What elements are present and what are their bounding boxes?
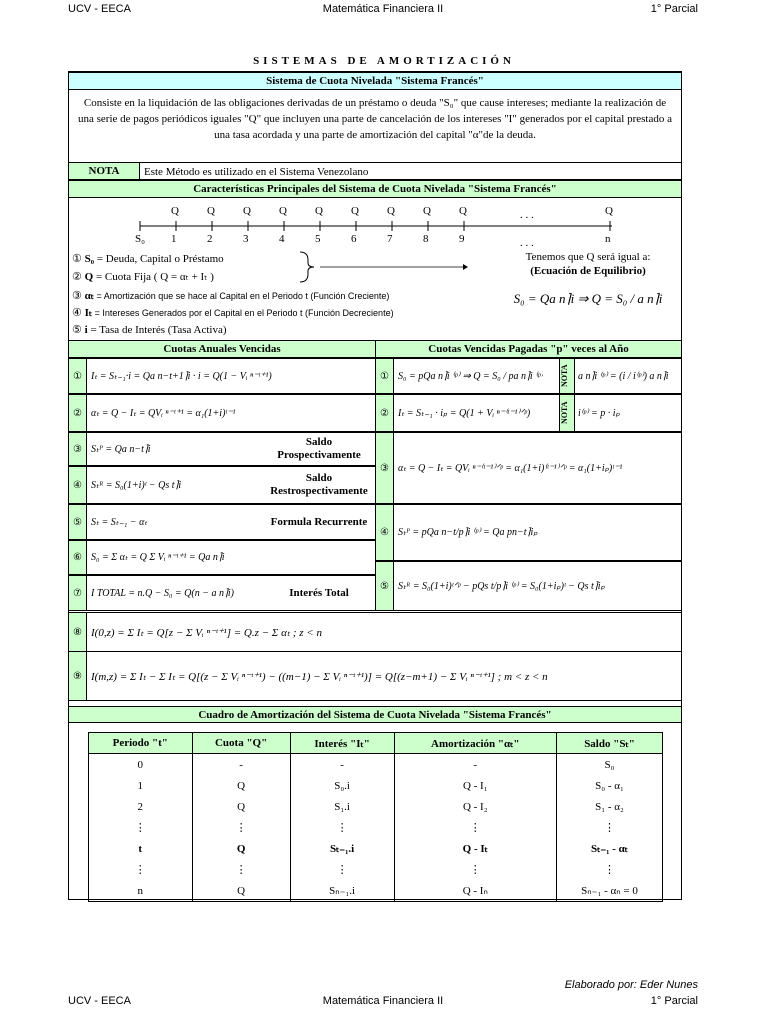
table-header-cell: Periodo "t"	[89, 733, 193, 754]
table-cell: Sₙ₋₁.i	[290, 880, 394, 902]
nota-formula: a n⌉i ⁽ᵖ⁾ = (i / i⁽ᵖ⁾) a n⌉i	[578, 370, 669, 382]
formula: αₜ = Q − Iₜ = QVᵢ ⁿ⁻⁽ᵗ⁻¹⁾ᐟᵖ = α₁(1+i)⁽ᵗ⁻¹⁾ᐟᵖ = α₁(1+iₚ)ᵗ⁻¹	[398, 462, 623, 474]
timeline-ellipsis: . . .	[520, 209, 534, 221]
table-row	[89, 880, 663, 902]
table-cell: S₁ - α₂	[557, 796, 663, 817]
table-cell: S₀ - α₁	[557, 775, 663, 796]
legend-item-alpha: ③ αₜ = Amortización que se hace al Capital en el Periodo t (Función Creciente)	[72, 290, 390, 302]
row-number: ⑤	[69, 505, 87, 539]
nota-vertical-label: NOTA	[559, 359, 575, 393]
timeline-tick-label: 9	[459, 233, 465, 245]
footer-left: UCV - EECA	[68, 995, 131, 1007]
table-body	[89, 754, 663, 902]
timeline-tick-label: 2	[207, 233, 213, 245]
table-cell: Q	[192, 880, 290, 902]
formula: αₜ = Q − Iₜ = QVᵢ ⁿ⁻ᵗ⁺¹ = α₁(1+i)ᵗ⁻¹	[91, 407, 236, 419]
table-cell: n	[89, 880, 193, 902]
timeline-q-label: Q	[315, 205, 323, 217]
table-cell: ⋮	[557, 817, 663, 838]
row-number: ⑦	[69, 576, 87, 610]
table-cell: Q - I₂	[394, 796, 557, 817]
row-number: ⑤	[376, 562, 394, 610]
table-cell: -	[290, 754, 394, 776]
left-formula-row	[68, 466, 376, 504]
formula: Sₜᴿ = S₀(1+i)ᵗ − Qs t⌉i	[91, 479, 182, 491]
table-cell: ⋮	[192, 859, 290, 880]
table-row	[89, 796, 663, 817]
table-cell: 1	[89, 775, 193, 796]
equilibrium-line2: (Ecuación de Equilibrio)	[530, 265, 646, 277]
nota-row	[68, 162, 682, 180]
formula: I TOTAL = n.Q − S₀ = Q(n − a n⌉i)	[91, 587, 234, 599]
table-header-cell: Interés "Iₜ"	[290, 733, 394, 754]
table-cell: ⋮	[89, 859, 193, 880]
footer-right: 1° Parcial	[650, 995, 698, 1007]
table-cell: ⋮	[192, 817, 290, 838]
formula: Sₜᴿ = S₀(1+i)ᵗᐟᵖ − pQs t/p⌉i ⁽ᵖ⁾ = S₀(1+iₚ)ᵗ − Qs t⌉iₚ	[398, 580, 605, 592]
legend-item-rate: ⑤ i = Tasa de Interés (Tasa Activa)	[72, 324, 227, 336]
right-formula-row	[375, 504, 682, 561]
table-row	[89, 754, 663, 776]
row-number: ⑧	[69, 613, 87, 651]
footer-center: Matemática Financiera II	[322, 995, 444, 1007]
table-cell: Sₜ₋₁.i	[290, 838, 394, 859]
header-center: Matemática Financiera II	[322, 3, 444, 15]
timeline-tick-label: 7	[387, 233, 393, 245]
author-credit: Elaborado por: Eder Nunes	[564, 979, 698, 991]
timeline-q-label: Q	[243, 205, 251, 217]
timeline-q-label: Q	[459, 205, 467, 217]
timeline-q-label: Q	[207, 205, 215, 217]
formula: Sₜ = Sₜ₋₁ − αₜ	[91, 516, 148, 528]
equilibrium-formula: S₀ = Qa n⌉i ⇒ Q = S₀ / a n⌉i	[513, 291, 663, 306]
timeline-q-label: Q	[605, 205, 613, 217]
formula: Iₜ = Sₜ₋₁·i = Qa n−t+1⌉i · i = Q(1 − Vᵢ ⁿ⁻ᵗ⁺¹)	[91, 370, 272, 382]
table-cell: ⋮	[290, 859, 394, 880]
table-cell: Q - Iₙ	[394, 880, 557, 902]
wide-formula-row	[68, 651, 682, 701]
header-left: UCV - EECA	[68, 3, 131, 15]
nota-formula: i⁽ᵖ⁾ = p · iₚ	[578, 407, 620, 419]
table-header-cell: Amortización "αₜ"	[394, 733, 557, 754]
left-formula-row	[68, 394, 376, 432]
timeline-ellipsis: . . .	[520, 237, 534, 249]
equilibrium-line1: Tenemos que Q será igual a:	[525, 251, 651, 263]
table-cell: -	[394, 754, 557, 776]
formula: S₀ = Σ αₜ = Q Σ Vᵢ ⁿ⁻ᵗ⁺¹ = Qa n⌉i	[91, 552, 225, 563]
formula: Sₜᴾ = Qa n−t⌉i	[91, 443, 151, 455]
timeline-q-label: Q	[279, 205, 287, 217]
brace-arrow	[298, 250, 468, 284]
table-header-cell: Cuota "Q"	[192, 733, 290, 754]
legend-item-q: ② Q = Cuota Fija ( Q = αₜ + Iₜ )	[72, 271, 214, 283]
timeline-tick-label: 8	[423, 233, 429, 245]
left-formula-row	[68, 432, 376, 466]
table-cell: S₀	[557, 754, 663, 776]
table-row	[89, 775, 663, 796]
features-title: Características Principales del Sistema de Cuota Nivelada "Sistema Francés"	[68, 180, 682, 198]
formula: Sₜᴾ = pQa n−t/p⌉i ⁽ᵖ⁾ = Qa pn−t⌉iₚ	[398, 527, 538, 538]
table-cell: 0	[89, 754, 193, 776]
table-cell: S₀.i	[290, 775, 394, 796]
timeline-q-label: Q	[387, 205, 395, 217]
timeline-tick-label: 3	[243, 233, 249, 245]
timeline-tick-label: 4	[279, 233, 285, 245]
row-number: ④	[376, 505, 394, 560]
section-title: Sistema de Cuota Nivelada "Sistema Francés"	[68, 72, 682, 90]
legend-item-interest: ④ Iₜ = Intereses Generados por el Capital en el Periodo t (Función Decreciente)	[72, 307, 394, 319]
table-cell: ⋮	[394, 817, 557, 838]
left-formula-row	[68, 358, 376, 394]
table-cell: Q - Iₜ	[394, 838, 557, 859]
table-cell: Q	[192, 775, 290, 796]
table-cell: Q - I₁	[394, 775, 557, 796]
row-number: ③	[69, 433, 87, 465]
nota-vertical-label: NOTA	[559, 395, 575, 431]
intro-paragraph: Consiste en la liquidación de las obligaciones derivadas de un préstamo o deuda "S₀" que cause intereses; mediante la realización de una serie de pagos periódicos iguales "Q" que incluyen una parte de cancelación de los intereses "I" generados por el capital prestado a una tasa acordada y una parte de amortización del capital "α"de la deuda.	[77, 97, 672, 141]
table-cell: -	[192, 754, 290, 776]
row-number: ②	[69, 395, 87, 431]
formula-tag: Saldo Restrospectivamente	[270, 472, 368, 497]
amortization-table	[88, 732, 663, 902]
formula: Iₜ = Sₜ₋₁ · iₚ = Q(1 + Vᵢ ⁿ⁻⁽ᵗ⁻¹⁾ᐟᵖ)	[398, 407, 531, 419]
table-cell: S₁.i	[290, 796, 394, 817]
left-formula-row	[68, 504, 376, 540]
right-col-title: Cuotas Vencidas Pagadas "p" veces al Año	[375, 340, 682, 358]
table-row	[89, 817, 663, 838]
header-right: 1° Parcial	[650, 3, 698, 15]
table-cell: ⋮	[89, 817, 193, 838]
payment-timeline	[130, 205, 630, 251]
timeline-q-label: Q	[171, 205, 179, 217]
row-number: ②	[376, 395, 394, 431]
page-title: SISTEMAS DE AMORTIZACIÓN	[253, 55, 515, 67]
table-cell: Q	[192, 796, 290, 817]
table-cell: Sₜ₋₁ - αₜ	[557, 838, 663, 859]
left-formula-row	[68, 575, 376, 611]
timeline-tick-label: 6	[351, 233, 357, 245]
row-number: ⑨	[69, 652, 87, 700]
formula-tag: Formula Recurrente	[270, 515, 368, 528]
table-cell: 2	[89, 796, 193, 817]
table-header-row	[89, 733, 663, 754]
table-cell: Q	[192, 838, 290, 859]
formula: I(0,z) = Σ Iₜ = Q[z − Σ Vᵢ ⁿ⁻ᵗ⁺¹] = Q.z − Σ αₜ ; z < n	[91, 626, 322, 639]
right-formula-row	[375, 432, 682, 504]
left-col-title: Cuotas Anuales Vencidas	[68, 340, 376, 358]
table-row	[89, 838, 663, 859]
right-formula-row	[375, 394, 682, 432]
legend-item-s0: ① S₀ = Deuda, Capital o Préstamo	[72, 253, 224, 265]
timeline-q-label: Q	[423, 205, 431, 217]
row-number: ⑥	[69, 541, 87, 574]
timeline-tick-label: S₀	[135, 233, 145, 245]
table-cell: t	[89, 838, 193, 859]
table-cell: ⋮	[394, 859, 557, 880]
formula: I(m,z) = Σ Iₜ − Σ Iₜ = Q[(z − Σ Vᵢ ⁿ⁻ᵗ⁺¹) − ((m−1) − Σ Vᵢ ⁿ⁻ᵗ⁺¹)] = Q[(z−m+1) − Σ Vᵢ ⁿ⁻ᵗ⁺¹] ; m < z < n	[91, 670, 548, 683]
right-formula-row	[375, 358, 682, 394]
table-cell: Sₙ₋₁ - αₙ = 0	[557, 880, 663, 902]
timeline-tick-label: 1	[171, 233, 177, 245]
table-title: Cuadro de Amortización del Sistema de Cuota Nivelada "Sistema Francés"	[68, 706, 682, 723]
nota-label: NOTA	[69, 163, 140, 179]
nota-text: Este Método es utilizado en el Sistema Venezolano	[144, 166, 369, 178]
timeline-q-label: Q	[351, 205, 359, 217]
row-number: ④	[69, 467, 87, 503]
right-formula-row	[375, 561, 682, 611]
row-number: ①	[376, 359, 394, 393]
wide-formula-row	[68, 612, 682, 652]
formula-tag: Saldo Prospectivamente	[277, 436, 361, 461]
timeline-tick-label: 5	[315, 233, 321, 245]
formula-tag: Interés Total	[289, 586, 349, 599]
table-header-cell: Saldo "Sₜ"	[557, 733, 663, 754]
table-row	[89, 859, 663, 880]
left-formula-row	[68, 540, 376, 575]
table-cell: ⋮	[290, 817, 394, 838]
equilibrium-box	[503, 250, 673, 306]
row-number: ①	[69, 359, 87, 393]
formula: S₀ = pQa n⌉i ⁽ᵖ⁾ ⇒ Q = S₀ / pa n⌉i ⁽ᵖ⁾	[398, 370, 543, 382]
row-number: ③	[376, 433, 394, 503]
table-cell: ⋮	[557, 859, 663, 880]
timeline-tick-label: n	[605, 233, 611, 245]
